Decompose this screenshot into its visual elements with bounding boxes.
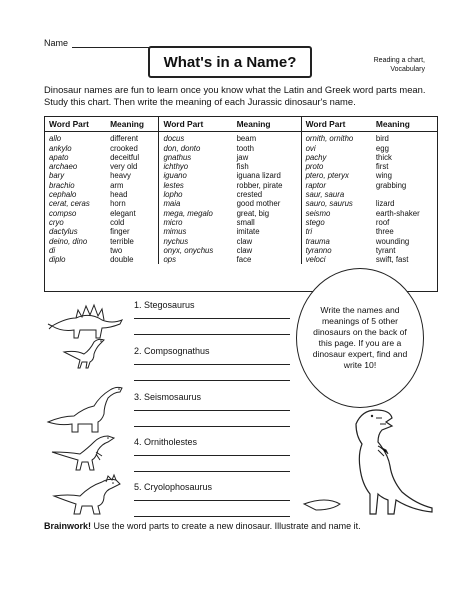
word-part-cell: saur, saura xyxy=(301,190,372,199)
answer-line[interactable] xyxy=(134,471,290,472)
word-part-cell: gnathus xyxy=(159,153,233,162)
chart-header: Meaning xyxy=(233,117,302,132)
chart-header: Word Part xyxy=(159,117,233,132)
word-part-cell: maia xyxy=(159,199,233,208)
word-part-cell: raptor xyxy=(301,181,372,190)
word-part-table xyxy=(45,117,437,264)
seismosaurus-drawing xyxy=(44,382,128,434)
chart-header: Meaning xyxy=(106,117,159,132)
meaning-cell: thick xyxy=(375,152,392,162)
meaning-cell: crested xyxy=(236,190,263,200)
meaning-cell: heavy xyxy=(110,171,131,181)
word-part-cell: tyranno xyxy=(301,246,372,255)
meaning-cell: imitate xyxy=(236,227,260,237)
dinosaur-name-label: 4. Ornitholestes xyxy=(134,437,198,447)
meaning-cell: horn xyxy=(110,199,126,209)
chart-row xyxy=(45,190,437,199)
meaning-cell: jaw xyxy=(236,152,249,162)
answer-line[interactable] xyxy=(134,426,290,427)
word-part-cell: tri xyxy=(301,227,372,236)
meaning-cell: roof xyxy=(375,217,390,227)
chart-row xyxy=(45,199,437,208)
skill-tag-line1: Reading a chart, xyxy=(373,57,425,64)
meaning-cell: different xyxy=(110,134,139,144)
chart-row xyxy=(45,218,437,227)
word-part-cell: bary xyxy=(49,171,65,181)
bubble-text: Write the names and meanings of 5 other dinosaurs on the back of this page. If you are a dinosaur expert, find and write 10! xyxy=(312,305,408,370)
answer-line[interactable] xyxy=(134,380,290,381)
meaning-cell: beam xyxy=(236,134,257,144)
t-rex-drawing xyxy=(296,404,436,516)
word-part-cell: compso xyxy=(49,208,77,218)
meaning-cell: elegant xyxy=(110,208,136,218)
answer-line[interactable] xyxy=(134,410,290,411)
chart-row xyxy=(45,132,437,144)
word-part-cell: iguano xyxy=(159,171,233,180)
meaning-cell: two xyxy=(110,245,123,255)
dinosaur-name-label: 5. Cryolophosaurus xyxy=(134,482,213,492)
word-part-cell: proto xyxy=(301,162,372,171)
word-part-cell: nychus xyxy=(159,237,233,246)
word-part-cell: seismo xyxy=(301,209,372,218)
meaning-cell: finger xyxy=(110,227,130,237)
answer-line[interactable] xyxy=(134,516,290,517)
meaning-cell: double xyxy=(110,255,134,265)
meaning-cell: robber, pirate xyxy=(236,180,283,190)
meaning-cell: claw xyxy=(236,236,253,246)
meaning-cell: arm xyxy=(110,180,124,190)
meaning-cell: very old xyxy=(110,162,138,172)
chart-row xyxy=(45,246,437,255)
meaning-cell xyxy=(372,190,437,199)
word-part-cell: cephalo xyxy=(49,190,77,200)
word-part-cell: dactylus xyxy=(49,227,78,237)
answer-line[interactable] xyxy=(134,500,290,501)
word-part-cell: mega, megalo xyxy=(159,209,233,218)
meaning-cell: small xyxy=(236,217,255,227)
word-part-cell: ovi xyxy=(301,144,372,153)
meaning-cell: first xyxy=(375,162,389,172)
meaning-cell: good mother xyxy=(236,199,281,209)
word-part-cell: apato xyxy=(49,152,69,162)
meaning-cell: lizard xyxy=(375,199,395,209)
meaning-cell: face xyxy=(236,255,252,265)
word-part-chart xyxy=(44,116,438,292)
brainwork-text: Use the word parts to create a new dinosaur. Illustrate and name it. xyxy=(91,521,361,531)
meaning-cell: terrible xyxy=(110,236,134,246)
meaning-cell: deceitful xyxy=(110,152,140,162)
meaning-cell: fish xyxy=(236,162,249,172)
ornitholestes-drawing xyxy=(50,430,122,472)
meaning-cell: swift, fast xyxy=(375,255,409,265)
chart-row xyxy=(45,209,437,218)
dinosaur-name-label: 3. Seismosaurus xyxy=(134,392,202,402)
meaning-cell: three xyxy=(375,227,394,237)
word-part-cell: ornith, ornitho xyxy=(301,132,372,144)
meaning-cell: tooth xyxy=(236,143,254,153)
dinosaur-name-label: 1. Stegosaurus xyxy=(134,300,195,310)
chart-header: Meaning xyxy=(372,117,437,132)
word-part-cell: onyx, onychus xyxy=(159,246,233,255)
meaning-cell: grabbing xyxy=(375,180,407,190)
chart-row xyxy=(45,181,437,190)
word-part-cell: deino, dino xyxy=(49,236,88,246)
word-part-cell: brachio xyxy=(49,180,75,190)
meaning-cell: tyrant xyxy=(375,245,396,255)
word-part-cell: ops xyxy=(159,255,233,264)
chart-row xyxy=(45,153,437,162)
brainwork-label: Brainwork! xyxy=(44,521,92,531)
answer-line[interactable] xyxy=(134,334,290,335)
chart-row xyxy=(45,255,437,264)
word-part-cell: diplo xyxy=(49,255,66,265)
word-part-cell: ptero, pteryx xyxy=(301,171,372,180)
word-part-cell: don, donto xyxy=(159,144,233,153)
name-blank[interactable] xyxy=(72,47,160,48)
page-title: What's in a Name? xyxy=(148,46,312,78)
answer-line[interactable] xyxy=(134,455,290,456)
chart-row xyxy=(45,171,437,180)
meaning-cell: head xyxy=(110,190,128,200)
word-part-cell: ichthyo xyxy=(159,162,233,171)
word-part-cell: archaeo xyxy=(49,162,78,172)
word-part-cell: mimus xyxy=(159,227,233,236)
compsognathus-drawing xyxy=(60,334,110,370)
word-part-cell: stego xyxy=(301,218,372,227)
brainwork-prompt xyxy=(44,521,361,531)
answer-line[interactable] xyxy=(134,364,290,365)
word-part-cell: lestes xyxy=(159,181,233,190)
meaning-cell: cold xyxy=(110,217,125,227)
chart-header: Word Part xyxy=(301,117,372,132)
word-part-cell: pachy xyxy=(301,153,372,162)
name-label: Name xyxy=(44,38,69,48)
dinosaur-name-label: 2. Compsognathus xyxy=(134,346,210,356)
meaning-cell: crooked xyxy=(110,143,138,153)
word-part-cell: micro xyxy=(159,218,233,227)
meaning-cell: wing xyxy=(375,171,392,181)
intro-text: Dinosaur names are fun to learn once you know what the Latin and Greek word parts mean. Study this chart. Then write the meaning of each Jurassic dinosaur's name. xyxy=(44,84,426,107)
meaning-cell: wounding xyxy=(375,236,410,246)
word-part-cell: allo xyxy=(49,134,62,144)
skill-tag-line2: Vocabulary xyxy=(390,66,425,73)
word-part-cell: lopho xyxy=(159,190,233,199)
word-part-cell: cerat, ceras xyxy=(49,199,90,209)
meaning-cell: bird xyxy=(375,134,389,144)
word-part-cell: ankylo xyxy=(49,143,72,153)
answer-line[interactable] xyxy=(134,318,290,319)
meaning-cell: iguana lizard xyxy=(236,171,281,181)
skill-tag xyxy=(374,56,425,74)
word-part-cell: di xyxy=(49,245,56,255)
word-part-cell: cryo xyxy=(49,217,64,227)
chart-row xyxy=(45,227,437,236)
cryolophosaurus-drawing xyxy=(50,470,128,516)
meaning-cell: claw xyxy=(236,245,253,255)
word-part-cell: sauro, saurus xyxy=(301,199,372,208)
word-part-cell: docus xyxy=(159,132,233,144)
chart-row xyxy=(45,237,437,246)
chart-row xyxy=(45,144,437,153)
chart-header-row xyxy=(45,117,437,132)
word-part-cell: trauma xyxy=(301,237,372,246)
word-part-cell: veloci xyxy=(301,255,372,264)
chart-header: Word Part xyxy=(45,117,106,132)
meaning-cell: earth-shaker xyxy=(375,208,420,218)
meaning-cell: egg xyxy=(375,143,389,153)
meaning-cell: great, big xyxy=(236,208,270,218)
chart-row xyxy=(45,162,437,171)
speech-bubble xyxy=(296,268,424,408)
